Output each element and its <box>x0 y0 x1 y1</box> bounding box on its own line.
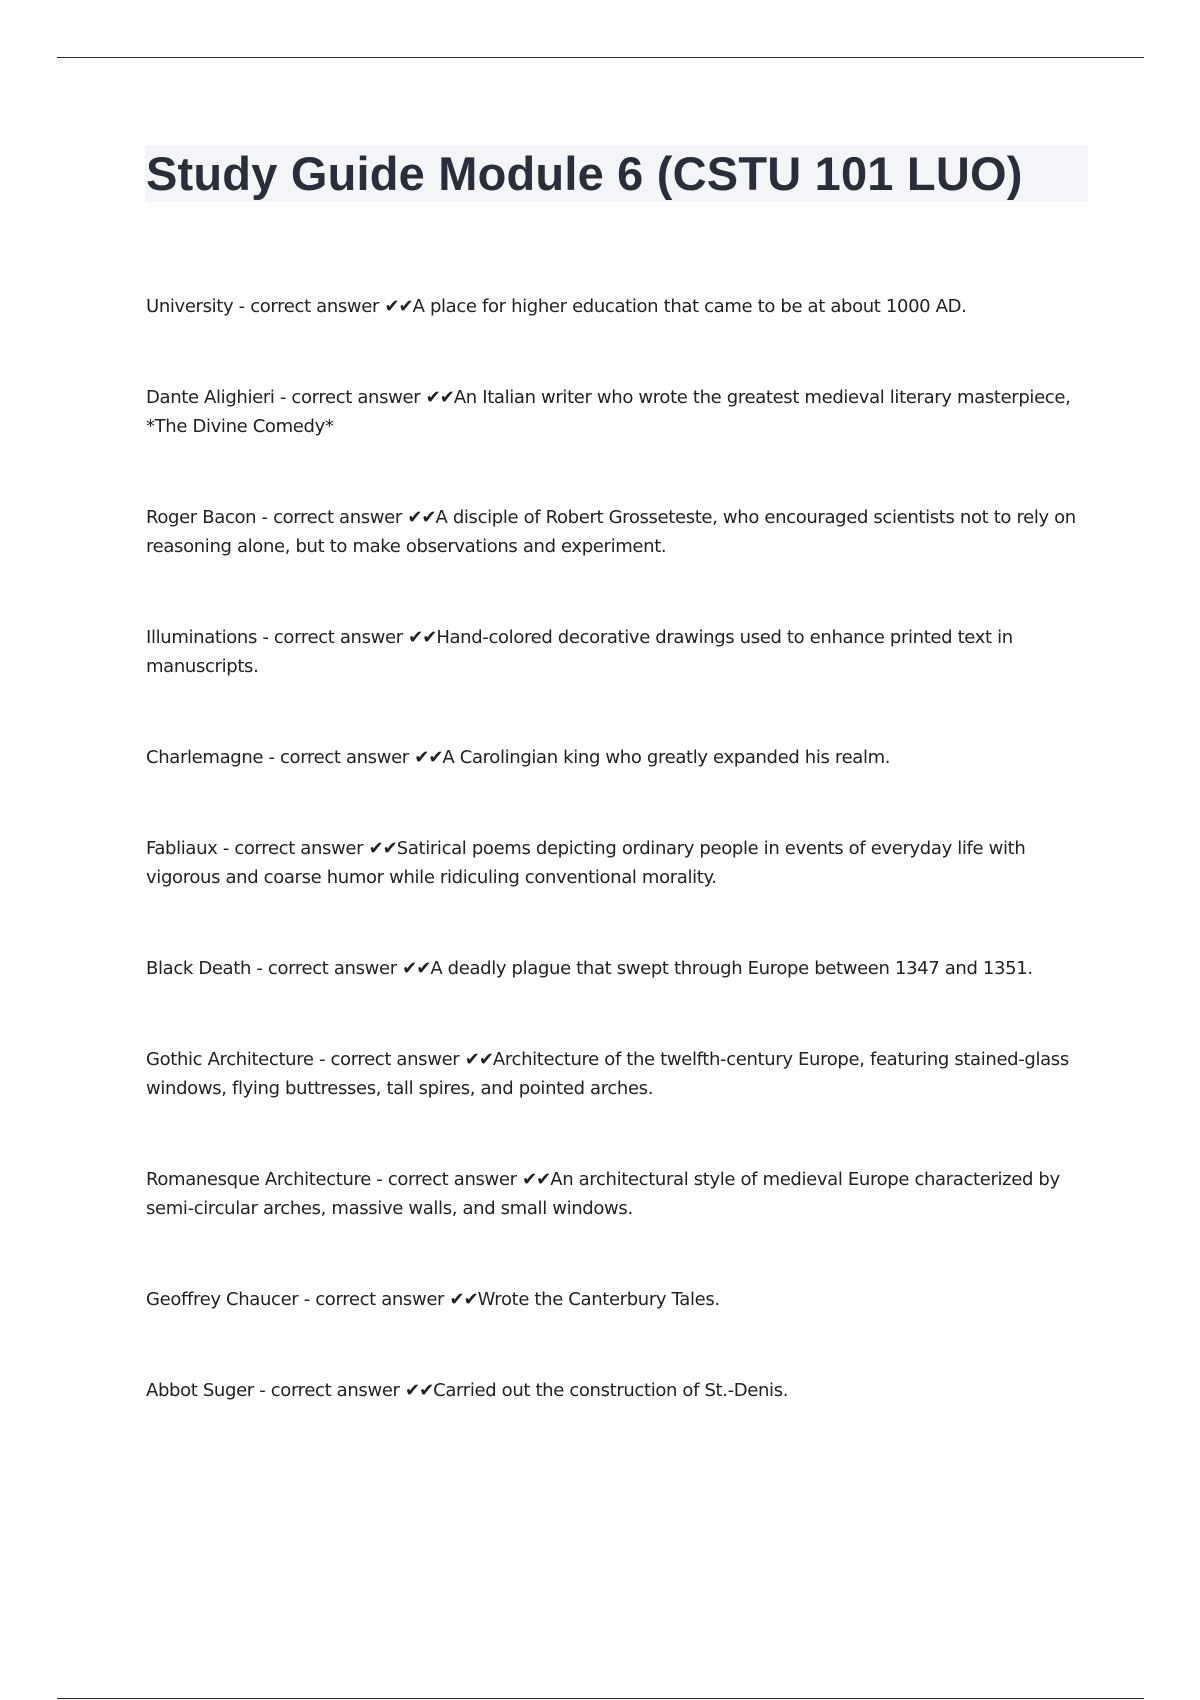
entry-answer: An architectural style of medieval Europe characterized by semi-circular arches, massive walls, and small windows. <box>146 1169 1060 1219</box>
entry-answer: A deadly plague that swept through Europe between 1347 and 1351. <box>430 958 1033 979</box>
entry-term: Gothic Architecture <box>146 1049 314 1070</box>
flashcard-entry: Roger Bacon - correct answer ✔✔A disciple of Robert Grosseteste, who encouraged scientists not to rely on reasoning alone, but to make observations and experiment. <box>146 507 1076 557</box>
double-check-icon: ✔✔ <box>464 1049 493 1070</box>
double-check-icon: ✔✔ <box>404 1380 434 1401</box>
flashcard-entry: Dante Alighieri - correct answer ✔✔An Italian writer who wrote the greatest medieval literary masterpiece, *The Divine Comedy* <box>146 387 1071 437</box>
bottom-rule <box>57 1698 1144 1699</box>
answer-marker: correct answer <box>280 747 409 768</box>
entry-term: Charlemagne <box>146 747 264 768</box>
double-check-icon: ✔✔ <box>414 747 443 768</box>
answer-marker: correct answer <box>234 838 364 859</box>
entry-term: University <box>146 296 234 317</box>
double-check-icon: ✔✔ <box>402 958 431 979</box>
flashcard-entry: Charlemagne - correct answer ✔✔A Carolingian king who greatly expanded his realm. <box>146 747 891 768</box>
entry-term: Abbot Suger <box>146 1380 254 1401</box>
page-title: Study Guide Module 6 (CSTU 101 LUO) <box>146 147 1023 200</box>
answer-marker: correct answer <box>250 296 380 317</box>
flashcard-entry: Geoffrey Chaucer - correct answer ✔✔Wrote the Canterbury Tales. <box>146 1289 720 1310</box>
flashcard-entry: University - correct answer ✔✔A place for higher education that came to be at about 1000 AD. <box>146 296 967 317</box>
double-check-icon: ✔✔ <box>522 1169 551 1190</box>
double-check-icon: ✔✔ <box>407 507 436 528</box>
entry-term: Dante Alighieri <box>146 387 275 408</box>
double-check-icon: ✔✔ <box>425 387 454 408</box>
entry-term: Black Death <box>146 958 252 979</box>
entry-answer: An Italian writer who wrote the greatest medieval literary masterpiece, *The Divine Comedy* <box>146 387 1071 437</box>
entry-term: Fabliaux <box>146 838 218 859</box>
entry-term: Illuminations <box>146 627 257 648</box>
flashcard-entry: Illuminations - correct answer ✔✔Hand-colored decorative drawings used to enhance printed text in manuscripts. <box>146 627 1013 677</box>
entry-answer: A Carolingian king who greatly expanded his realm. <box>442 747 891 768</box>
entry-answer: Architecture of the twelfth-century Europe, featuring stained-glass windows, flying buttresses, tall spires, and pointed arches. <box>146 1049 1069 1099</box>
answer-marker: correct answer <box>273 507 402 528</box>
answer-marker: correct answer <box>267 958 397 979</box>
entry-answer: A place for higher education that came to be at about 1000 AD. <box>412 296 967 317</box>
answer-marker: correct answer <box>273 627 403 648</box>
entry-answer: Satirical poems depicting ordinary people in events of everyday life with vigorous and coarse humor while ridiculing conventional morality. <box>146 838 1026 888</box>
answer-marker: correct answer <box>315 1289 445 1310</box>
entry-term: Romanesque Architecture <box>146 1169 371 1190</box>
flashcard-entry: Black Death - correct answer ✔✔A deadly plague that swept through Europe between 1347 and 1351. <box>146 958 1033 979</box>
flashcard-list <box>146 292 1091 1467</box>
flashcard-entry: Romanesque Architecture - correct answer ✔✔An architectural style of medieval Europe characterized by semi-circular arches, massive walls, and small windows. <box>146 1169 1060 1219</box>
double-check-icon: ✔✔ <box>408 627 437 648</box>
answer-marker: correct answer <box>330 1049 460 1070</box>
answer-marker: correct answer <box>387 1169 517 1190</box>
answer-marker: correct answer <box>291 387 421 408</box>
answer-marker: correct answer <box>270 1380 400 1401</box>
top-rule <box>57 57 1144 58</box>
double-check-icon: ✔✔ <box>384 296 413 317</box>
flashcard-entry: Gothic Architecture - correct answer ✔✔Architecture of the twelfth-century Europe, featuring stained-glass windows, flying buttresses, tall spires, and pointed arches. <box>146 1049 1069 1099</box>
flashcard-entry: Fabliaux - correct answer ✔✔Satirical poems depicting ordinary people in events of everyday life with vigorous and coarse humor while ridiculing conventional morality. <box>146 838 1026 888</box>
entry-answer: A disciple of Robert Grosseteste, who encouraged scientists not to rely on reasoning alone, but to make observations and experiment. <box>146 507 1076 557</box>
entry-answer: Hand-colored decorative drawings used to enhance printed text in manuscripts. <box>146 627 1013 677</box>
double-check-icon: ✔✔ <box>368 838 397 859</box>
entry-answer: Carried out the construction of St.-Denis. <box>433 1380 789 1401</box>
entry-term: Roger Bacon <box>146 507 257 528</box>
entry-term: Geoffrey Chaucer <box>146 1289 299 1310</box>
double-check-icon: ✔✔ <box>449 1289 478 1310</box>
entry-answer: Wrote the Canterbury Tales. <box>477 1289 720 1310</box>
flashcard-entry: Abbot Suger - correct answer ✔✔Carried out the construction of St.-Denis. <box>146 1380 789 1401</box>
